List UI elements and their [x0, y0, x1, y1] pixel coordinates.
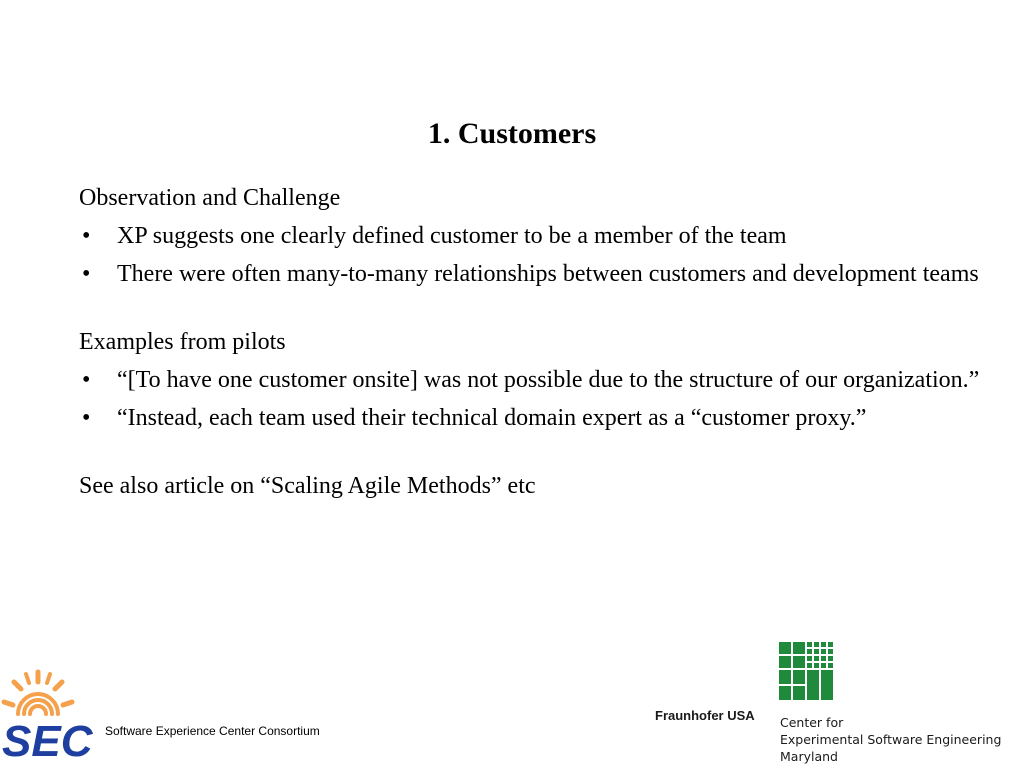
- center-line: Experimental Software Engineering: [780, 732, 1002, 747]
- list-item: [79, 365, 999, 395]
- bullet-icon: •: [82, 367, 91, 393]
- examples-bullet-list: [79, 365, 999, 433]
- sec-logo-icon: [0, 668, 102, 766]
- slide-content: [79, 183, 999, 501]
- fraunhofer-name: Fraunhofer USA: [655, 708, 755, 723]
- observation-bullet-list: [79, 221, 999, 289]
- sec-wordmark: SEC: [2, 717, 93, 766]
- center-name-block: [780, 714, 1001, 765]
- bullet-icon: •: [82, 405, 91, 431]
- bullet-text: “Instead, each team used their technical domain expert as a “customer proxy.”: [117, 405, 867, 431]
- bullet-text: XP suggests one clearly defined customer to be a member of the team: [117, 223, 787, 249]
- spacer: [79, 289, 999, 327]
- section-heading-examples: Examples from pilots: [79, 329, 286, 355]
- list-item: [79, 403, 999, 433]
- slide-title: 1. Customers: [427, 117, 597, 150]
- bullet-text: “[To have one customer onsite] was not possible due to the structure of our organization.”: [117, 367, 980, 393]
- sec-caption: Software Experience Center Consortium: [105, 724, 320, 738]
- list-item: [79, 259, 999, 289]
- see-also-note: See also article on “Scaling Agile Methods” etc: [79, 473, 536, 499]
- bullet-icon: •: [82, 223, 91, 249]
- bullet-text: There were often many-to-many relationships between customers and development teams: [117, 261, 979, 287]
- spacer: [79, 433, 999, 471]
- section-heading-observation: Observation and Challenge: [79, 185, 341, 211]
- sun-icon: [4, 672, 72, 714]
- center-line: Maryland: [780, 749, 838, 764]
- list-item: [79, 221, 999, 251]
- fraunhofer-grid-icon: [779, 642, 839, 702]
- bullet-icon: •: [82, 261, 91, 287]
- center-line: Center for: [780, 715, 844, 730]
